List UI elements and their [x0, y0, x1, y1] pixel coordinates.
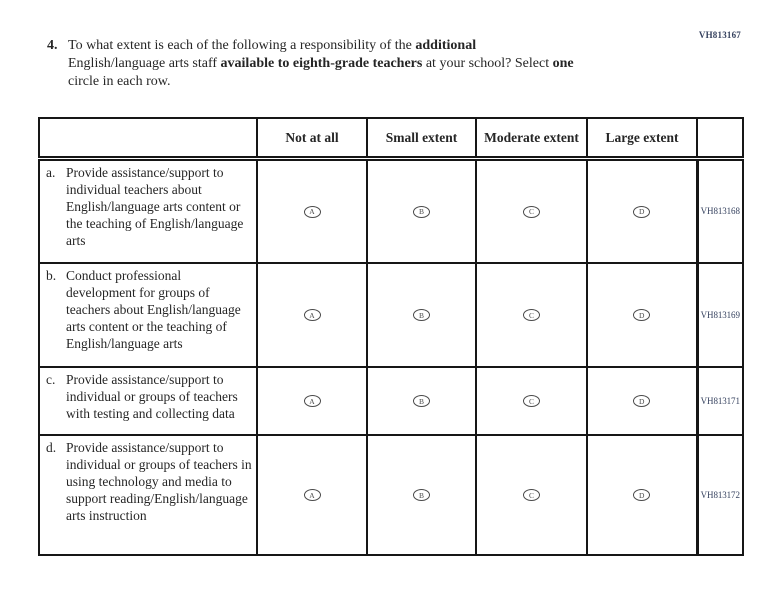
response-bubble[interactable]: A — [304, 489, 321, 501]
column-header-moderate-extent: Moderate extent — [476, 118, 587, 158]
response-bubble[interactable]: B — [413, 395, 430, 407]
item-cell — [39, 367, 257, 435]
row-text: Provide assistance/support to individual or groups of teachers with testing and collecting data — [66, 372, 238, 421]
item-column-header-empty — [39, 118, 257, 158]
option-cell — [587, 367, 697, 435]
question-line: circle in each row. — [68, 74, 171, 89]
question-number: 4. — [47, 38, 58, 53]
table-row-c — [39, 367, 743, 435]
row-text: Provide assistance/support to individual teachers about English/language arts content or the teaching of English/language arts — [66, 164, 244, 248]
response-bubble[interactable]: D — [633, 489, 650, 501]
item-cell — [39, 435, 257, 555]
option-cell — [476, 158, 587, 263]
row-text: Conduct professional development for groups of teachers about English/language arts content or the teaching of English/language arts — [66, 268, 241, 351]
row-letter: c. — [46, 372, 56, 387]
column-header-small-extent: Small extent — [367, 118, 476, 158]
response-bubble[interactable]: B — [413, 489, 430, 501]
option-cell — [367, 367, 476, 435]
response-bubble[interactable]: A — [304, 309, 321, 321]
table-row-b — [39, 263, 743, 367]
option-cell — [367, 435, 476, 555]
option-cell — [476, 367, 587, 435]
option-cell — [367, 158, 476, 263]
row-text: Provide assistance/support to individual or groups of teachers in using technology and media to support reading/English/language arts instruction — [66, 440, 252, 523]
response-bubble[interactable]: B — [413, 206, 430, 218]
table-row-d — [39, 435, 743, 555]
option-cell — [367, 263, 476, 367]
option-cell — [257, 435, 367, 555]
header-row — [39, 118, 743, 158]
row-item-code: VH813171 — [697, 367, 743, 435]
response-bubble[interactable]: D — [633, 309, 650, 321]
column-header-not-at-all: Not at all — [257, 118, 367, 158]
question-line: English/language arts staff available to eighth-grade teachers at your school? Select one — [68, 56, 574, 71]
response-bubble[interactable]: B — [413, 309, 430, 321]
option-cell — [257, 263, 367, 367]
question-line: To what extent is each of the following a responsibility of the additional — [68, 38, 477, 53]
response-matrix-table — [38, 117, 744, 556]
response-bubble[interactable]: D — [633, 206, 650, 218]
response-bubble[interactable]: C — [523, 206, 540, 218]
question-item-code: VH813167 — [698, 30, 741, 40]
row-letter: a. — [46, 164, 56, 180]
response-bubble[interactable]: C — [523, 309, 540, 321]
option-cell — [476, 263, 587, 367]
option-cell — [587, 263, 697, 367]
question-text — [68, 37, 574, 91]
option-cell — [587, 435, 697, 555]
option-cell — [587, 158, 697, 263]
response-bubble[interactable]: D — [633, 395, 650, 407]
row-letter: b. — [46, 268, 57, 283]
option-cell — [257, 158, 367, 263]
code-column-header-empty — [697, 118, 743, 158]
option-cell — [476, 435, 587, 555]
response-bubble[interactable]: A — [304, 395, 321, 407]
question-block — [47, 37, 574, 91]
option-cell — [257, 367, 367, 435]
item-cell — [39, 158, 257, 263]
table-row-a — [39, 158, 743, 263]
row-item-code: VH813169 — [697, 263, 743, 367]
row-item-code: VH813168 — [697, 158, 743, 263]
response-bubble[interactable]: A — [304, 206, 321, 218]
row-item-code: VH813172 — [697, 435, 743, 555]
item-cell — [39, 263, 257, 367]
column-header-large-extent: Large extent — [587, 118, 697, 158]
row-letter: d. — [46, 440, 57, 455]
response-bubble[interactable]: C — [523, 395, 540, 407]
response-bubble[interactable]: C — [523, 489, 540, 501]
